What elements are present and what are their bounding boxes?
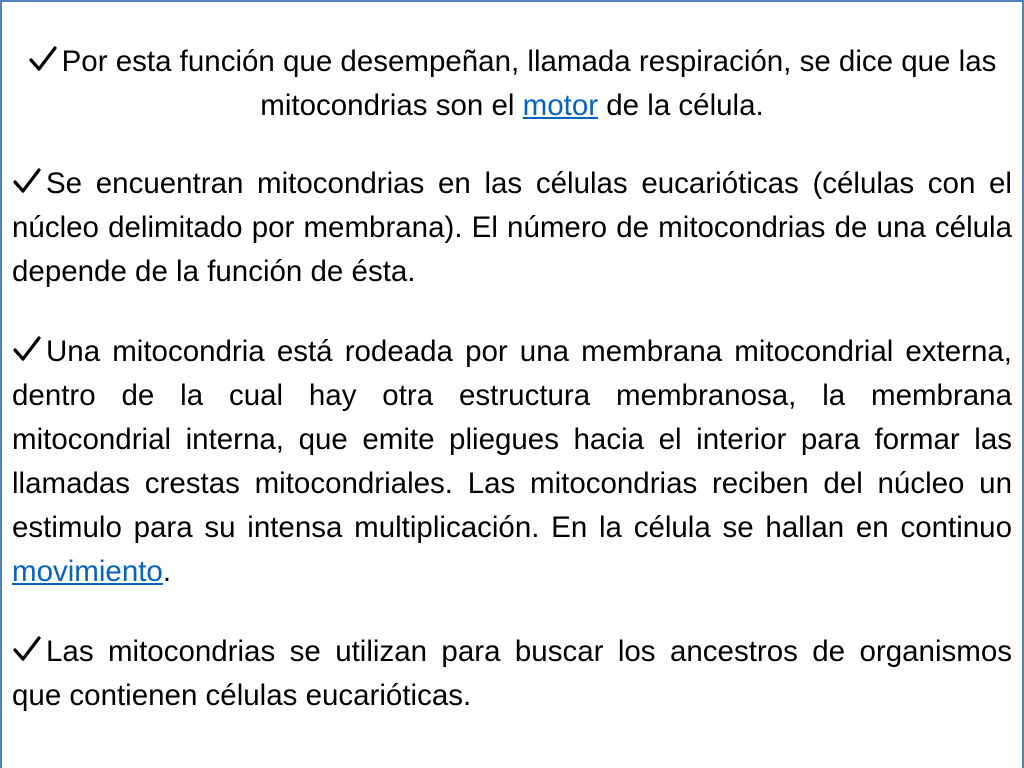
bullet-1 (12, 40, 1012, 128)
check-icon (28, 44, 58, 74)
bullet-3-text: Una mitocondria está rodeada por una membrana mitocondrial externa, dentro de la cual hay otra estructura membranosa, la membrana mitocondrial interna, que emite pliegues hacia el interior para formar las llamadas crestas mitocondriales. Las mitocondrias reciben del núcleo un estimulo para su intensa multiplicación. En la célula se hallan en continuo (12, 335, 1012, 544)
bullet-4 (12, 630, 1012, 718)
bullet-1-text-end: de la célula. (598, 89, 764, 122)
movimiento-link[interactable]: movimiento (12, 555, 163, 588)
bullet-2-text: Se encuentran mitocondrias en las células eucarióticas (células con el núcleo delimitado por membrana). El número de mitocondrias de una célula depende de la función de ésta. (12, 167, 1012, 288)
bullet-4-text: Las mitocondrias se utilizan para buscar los ancestros de organismos que contienen células eucarióticas. (12, 635, 1012, 712)
motor-link[interactable]: motor (522, 89, 599, 122)
bullet-3 (12, 330, 1012, 594)
check-icon (12, 334, 42, 364)
bullet-1-text: Por esta función que desempeñan, llamada respiración, se dice que las mitocondrias son el (61, 45, 997, 122)
check-icon (12, 634, 42, 664)
bullet-3-text-end: . (162, 555, 172, 588)
check-icon (12, 166, 42, 196)
bullet-2 (12, 162, 1012, 294)
